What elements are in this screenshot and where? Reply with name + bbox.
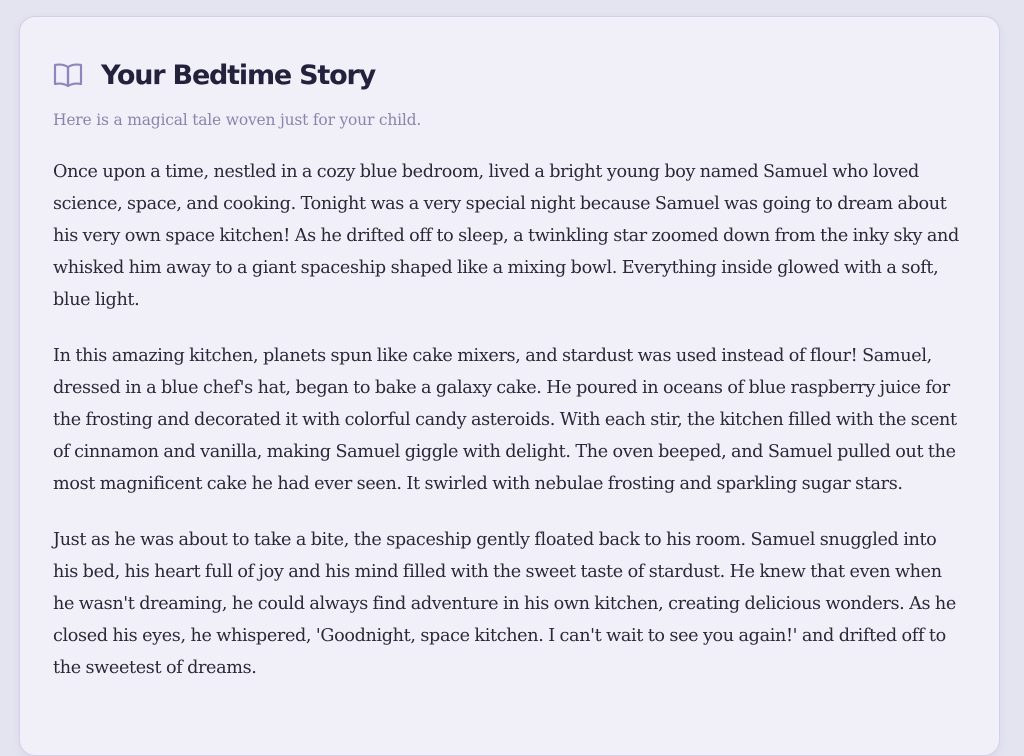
story-paragraph-1: Once upon a time, nestled in a cozy blue bedroom, lived a bright young boy named Samuel who loved science, space, and cooking. Tonight was a very special night because Samuel was going to dream about his very own space kitchen! As he drifted off to sleep, a twinkling star zoomed down from the inky sky and whisked him away to a giant spaceship shaped like a mixing bowl. Everything inside glowed with a soft, blue light. [53,162,959,310]
story-body [53,156,966,684]
book-open-icon [53,60,85,90]
story-paragraph-3: Just as he was about to take a bite, the spaceship gently floated back to his room. Samuel snuggled into his bed, his heart full of joy and his mind filled with the sweet taste of stardust. He knew that even when he wasn't dreaming, he could always find adventure in his own kitchen, creating delicious wonders. As he closed his eyes, he whispered, 'Goodnight, space kitchen. I can't wait to see you again!' and drifted off to the sweetest of dreams. [53,530,956,678]
page-subtitle: Here is a magical tale woven just for your child. [53,111,422,129]
story-paragraph-2: In this amazing kitchen, planets spun like cake mixers, and stardust was used instead of flour! Samuel, dressed in a blue chef's hat, began to bake a galaxy cake. He poured in oceans of blue raspberry juice for the frosting and decorated it with colorful candy asteroids. With each stir, the kitchen filled with the scent of cinnamon and vanilla, making Samuel giggle with delight. The oven beeped, and Samuel pulled out the most magnificent cake he had ever seen. It swirled with nebulae frosting and sparkling sugar stars. [53,346,957,494]
story-card [19,16,1000,756]
page-title: Your Bedtime Story [101,59,376,91]
story-header [53,55,966,95]
